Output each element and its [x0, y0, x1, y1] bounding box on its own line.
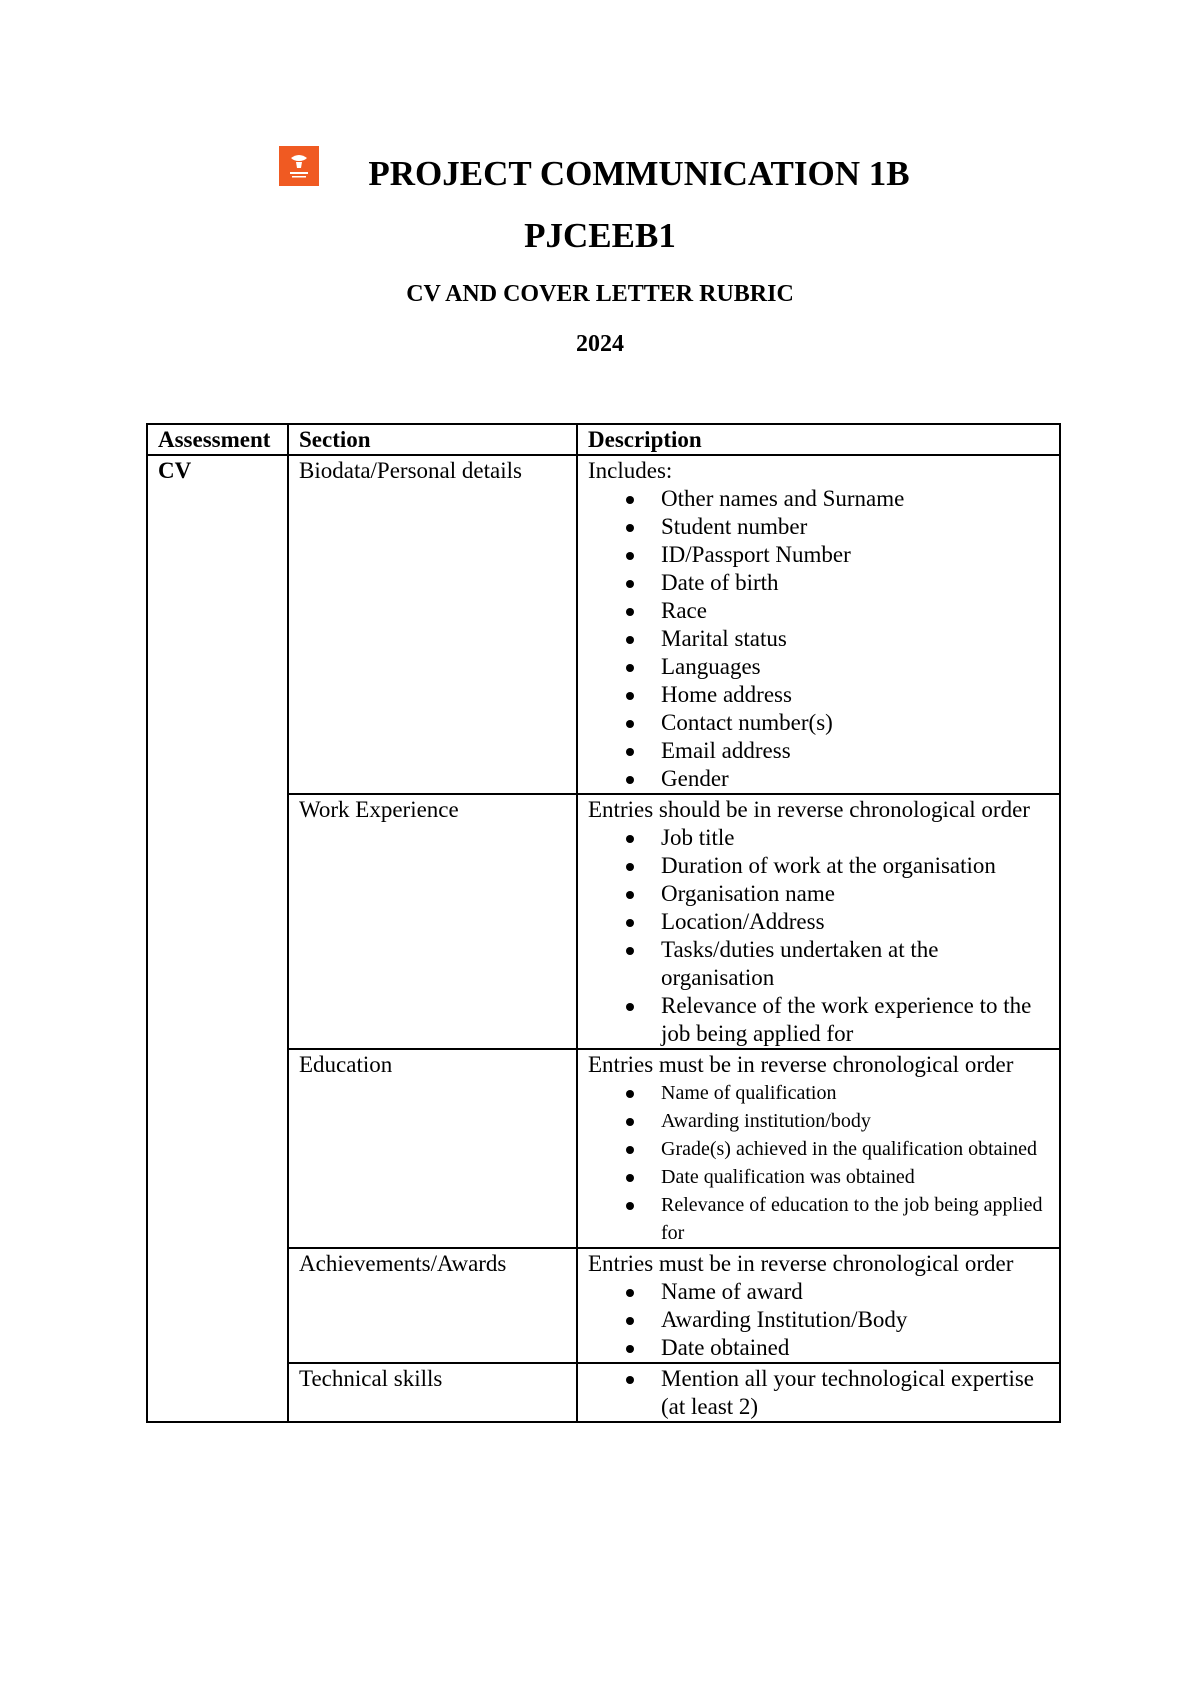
description-list [588, 485, 1049, 793]
header-description: Description [577, 424, 1060, 455]
list-item-text: Home address [661, 682, 792, 707]
table-header-row [147, 424, 1060, 455]
document-title: PROJECT COMMUNICATION 1B [368, 154, 910, 193]
list-item [588, 1191, 1049, 1247]
list-item [588, 765, 1049, 793]
list-item-text: Awarding institution/body [661, 1110, 871, 1132]
list-item [588, 1107, 1049, 1135]
bullet-icon [626, 1003, 634, 1011]
bullet-icon [626, 919, 634, 927]
bullet-icon [626, 552, 634, 560]
list-item [588, 936, 1049, 992]
list-item [588, 653, 1049, 681]
list-item-text: Email address [661, 738, 791, 763]
list-item [588, 485, 1049, 513]
list-item-text: Grade(s) achieved in the qualification obtained [661, 1138, 1037, 1160]
bullet-icon [626, 1174, 634, 1182]
list-item [588, 824, 1049, 852]
bullet-icon [626, 1090, 634, 1098]
course-code: PJCEEB1 [524, 216, 676, 255]
section-cell: Achievements/Awards [288, 1248, 577, 1363]
section-cell: Work Experience [288, 794, 577, 1049]
bullet-icon [626, 580, 634, 588]
list-item-text: Marital status [661, 626, 787, 651]
list-item [588, 569, 1049, 597]
list-item-text: Tasks/duties undertaken at the organisation [661, 937, 939, 990]
assessment-cell: CV [147, 455, 288, 1422]
list-item-text: Relevance of education to the job being applied for [661, 1194, 1043, 1244]
description-list [588, 1278, 1049, 1362]
list-item [588, 681, 1049, 709]
description-cell [577, 1248, 1060, 1363]
header-assessment: Assessment [147, 424, 288, 455]
bullet-icon [626, 776, 634, 784]
bullet-icon [626, 748, 634, 756]
list-item-text: Contact number(s) [661, 710, 833, 735]
list-item [588, 737, 1049, 765]
list-item-text: Relevance of the work experience to the job being applied for [661, 993, 1032, 1046]
list-item [588, 880, 1049, 908]
list-item-text: Mention all your technological expertise (at least 2) [661, 1366, 1034, 1419]
description-intro: Entries must be in reverse chronological order [588, 1251, 1014, 1276]
bullet-icon [626, 1202, 634, 1210]
list-item-text: Date of birth [661, 570, 779, 595]
list-item [588, 1365, 1049, 1421]
list-item-text: Location/Address [661, 909, 825, 934]
table-row [147, 455, 1060, 794]
list-item [588, 1306, 1049, 1334]
list-item [588, 852, 1049, 880]
list-item [588, 513, 1049, 541]
bullet-icon [626, 608, 634, 616]
description-list [588, 1079, 1049, 1247]
list-item-text: Name of qualification [661, 1082, 837, 1104]
bullet-icon [626, 1118, 634, 1126]
bullet-icon [626, 720, 634, 728]
description-cell [577, 1049, 1060, 1248]
list-item [588, 1079, 1049, 1107]
bullet-icon [626, 692, 634, 700]
list-item-text: ID/Passport Number [661, 542, 851, 567]
bullet-icon [626, 863, 634, 871]
list-item-text: Student number [661, 514, 808, 539]
description-intro: Entries should be in reverse chronological order [588, 797, 1030, 822]
list-item-text: Date obtained [661, 1335, 790, 1360]
bullet-icon [626, 1376, 634, 1384]
bullet-icon [626, 524, 634, 532]
section-cell: Technical skills [288, 1363, 577, 1422]
list-item-text: Name of award [661, 1279, 803, 1304]
description-list [588, 1365, 1049, 1421]
list-item-text: Gender [661, 766, 729, 791]
list-item-text: Awarding Institution/Body [661, 1307, 908, 1332]
list-item [588, 1278, 1049, 1306]
bullet-icon [626, 891, 634, 899]
description-intro: Entries must be in reverse chronological order [588, 1052, 1014, 1077]
document-year: 2024 [576, 331, 624, 357]
bullet-icon [626, 1317, 634, 1325]
description-intro: Includes: [588, 458, 673, 483]
list-item-text: Other names and Surname [661, 486, 905, 511]
description-list [588, 824, 1049, 1048]
list-item [588, 908, 1049, 936]
description-cell [577, 455, 1060, 794]
header-section: Section [288, 424, 577, 455]
bullet-icon [626, 496, 634, 504]
list-item-text: Languages [661, 654, 761, 679]
list-item [588, 625, 1049, 653]
document-subtitle: CV AND COVER LETTER RUBRIC [406, 281, 794, 307]
section-cell: Biodata/Personal details [288, 455, 577, 794]
list-item [588, 1135, 1049, 1163]
list-item [588, 1334, 1049, 1362]
list-item [588, 597, 1049, 625]
list-item [588, 1163, 1049, 1191]
list-item-text: Job title [661, 825, 735, 850]
bullet-icon [626, 636, 634, 644]
bullet-icon [626, 664, 634, 672]
rubric-table [146, 423, 1061, 1423]
list-item [588, 541, 1049, 569]
bullet-icon [626, 947, 634, 955]
list-item-text: Organisation name [661, 881, 835, 906]
bullet-icon [626, 1289, 634, 1297]
list-item [588, 992, 1049, 1048]
list-item-text: Race [661, 598, 707, 623]
list-item-text: Date qualification was obtained [661, 1166, 915, 1188]
list-item [588, 709, 1049, 737]
description-cell [577, 794, 1060, 1049]
list-item-text: Duration of work at the organisation [661, 853, 996, 878]
bullet-icon [626, 1345, 634, 1353]
bullet-icon [626, 835, 634, 843]
bullet-icon [626, 1146, 634, 1154]
section-cell: Education [288, 1049, 577, 1248]
description-cell [577, 1363, 1060, 1422]
